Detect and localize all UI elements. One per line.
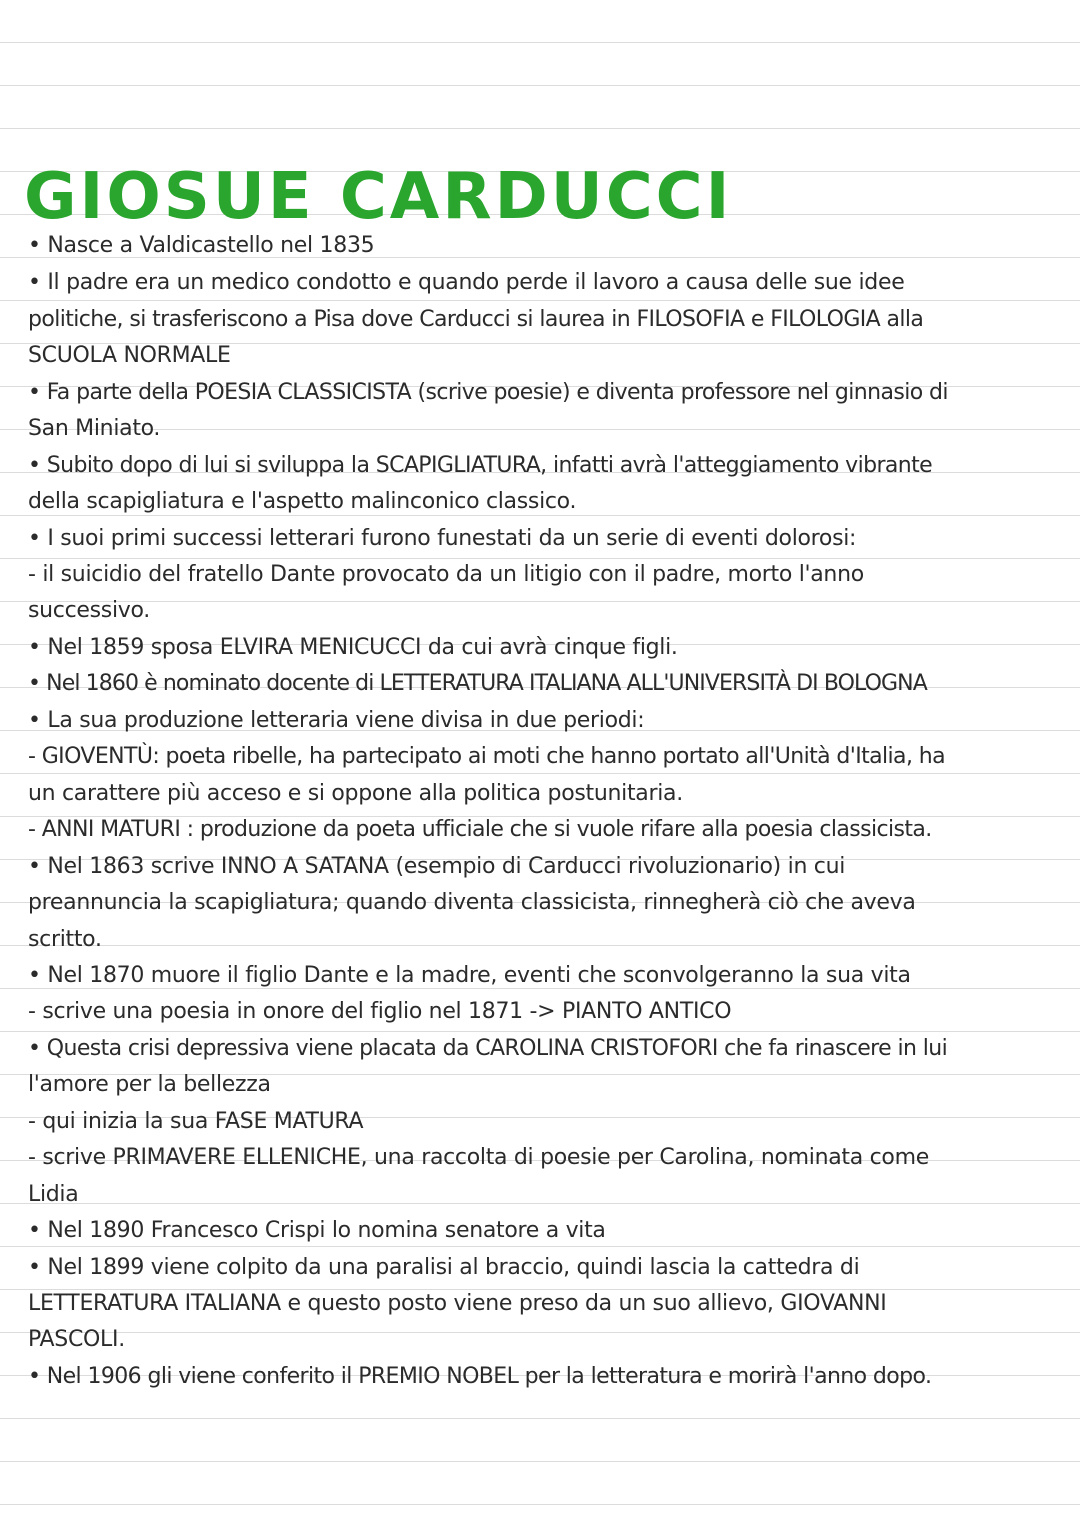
text-line: Lidia [28, 1182, 79, 1207]
text-line: successivo. [28, 598, 150, 623]
text-line: • Nel 1906 gli viene conferito il PREMIO NOBEL per la letteratura e morirà l'anno dopo. [28, 1364, 932, 1389]
text-line: scritto. [28, 927, 102, 952]
text-line: • Subito dopo di lui si sviluppa la SCAPIGLIATURA, infatti avrà l'atteggiamento vibrante [28, 453, 933, 478]
text-line: LETTERATURA ITALIANA e questo posto viene preso da un suo allievo, GIOVANNI [28, 1291, 887, 1316]
text-line: - il suicidio del fratello Dante provocato da un litigio con il padre, morto l'anno [28, 562, 864, 587]
text-line: l'amore per la bellezza [28, 1072, 271, 1097]
text-line: • La sua produzione letteraria viene divisa in due periodi: [28, 708, 645, 733]
text-line: - scrive una poesia in onore del figlio nel 1871 -> PIANTO ANTICO [28, 999, 732, 1024]
text-line: • Nel 1899 viene colpito da una paralisi al braccio, quindi lascia la cattedra di [28, 1255, 860, 1280]
text-line: • Nel 1870 muore il figlio Dante e la madre, eventi che sconvolgeranno la sua vita [28, 963, 911, 988]
text-line: - scrive PRIMAVERE ELLENICHE, una raccolta di poesie per Carolina, nominata come [28, 1145, 929, 1170]
page-title: GIOSUE CARDUCCI [24, 160, 733, 234]
text-line: - ANNI MATURI : produzione da poeta ufficiale che si vuole rifare alla poesia classicista. [28, 817, 932, 842]
text-line: San Miniato. [28, 416, 161, 441]
text-line: preannuncia la scapigliatura; quando diventa classicista, rinnegherà ciò che aveva [28, 890, 916, 915]
text-line: • Nel 1863 scrive INNO A SATANA (esempio di Carducci rivoluzionario) in cui [28, 854, 846, 879]
text-line: - qui inizia la sua FASE MATURA [28, 1109, 364, 1134]
text-line: PASCOLI. [28, 1327, 125, 1352]
text-line: • Nel 1860 è nominato docente di LETTERATURA ITALIANA ALL'UNIVERSITÀ DI BOLOGNA [28, 671, 927, 696]
text-line: - GIOVENTÙ: poeta ribelle, ha partecipato ai moti che hanno portato all'Unità d'Italia, ha [28, 744, 945, 769]
text-line: un carattere più acceso e si oppone alla politica postunitaria. [28, 781, 683, 806]
text-line: • Nel 1890 Francesco Crispi lo nomina senatore a vita [28, 1218, 606, 1243]
text-line: SCUOLA NORMALE [28, 343, 231, 368]
text-line: • Il padre era un medico condotto e quando perde il lavoro a causa delle sue idee [28, 270, 905, 295]
text-line: della scapigliatura e l'aspetto malinconico classico. [28, 489, 577, 514]
text-line: • Nasce a Valdicastello nel 1835 [28, 233, 375, 258]
text-line: politiche, si trasferiscono a Pisa dove Carducci si laurea in FILOSOFIA e FILOLOGIA alla [28, 307, 924, 332]
text-line: • Fa parte della POESIA CLASSICISTA (scrive poesie) e diventa professore nel ginnasio di [28, 380, 948, 405]
text-line: • I suoi primi successi letterari furono funestati da un serie di eventi dolorosi: [28, 526, 857, 551]
text-line: • Questa crisi depressiva viene placata da CAROLINA CRISTOFORI che fa rinascere in lui [28, 1036, 948, 1061]
text-line: • Nel 1859 sposa ELVIRA MENICUCCI da cui avrà cinque figli. [28, 635, 678, 660]
